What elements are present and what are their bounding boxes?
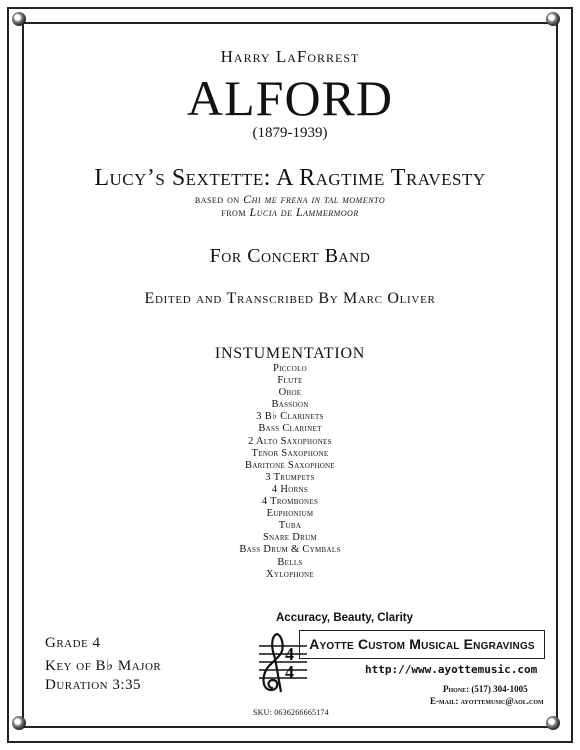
- instrument-item: Bells: [277, 556, 303, 568]
- publisher-url[interactable]: http://www.ayottemusic.com: [365, 663, 538, 676]
- instrument-item: Xylophone: [265, 568, 314, 580]
- composer-first-name: Harry LaForrest: [220, 47, 360, 66]
- grade-level: Grade 4: [45, 635, 101, 651]
- corner-ornament-top-right: [546, 12, 560, 26]
- opera-prefix: from: [221, 205, 250, 219]
- instrument-item: Flute: [277, 375, 303, 387]
- instrument-item: 4 Horns: [271, 483, 309, 495]
- based-on-prefix: based on: [194, 192, 244, 206]
- instrument-item: Tenor Saxophone: [251, 447, 329, 459]
- instrument-item: 3 B♭ Clarinets: [256, 411, 324, 423]
- editor-credit: Edited and Transcribed By Marc Oliver: [144, 290, 436, 307]
- publisher-email: E-mail: ayottemusic@aol.com: [430, 696, 544, 706]
- sku-number: SKU: 0636266665174: [253, 708, 329, 717]
- instrument-item: Snare Drum: [262, 532, 318, 544]
- opera-line: [0, 205, 580, 220]
- svg-text:4: 4: [285, 662, 294, 682]
- instrument-item: 4 Trombones: [261, 496, 319, 508]
- instrumentation-list: [0, 363, 580, 581]
- publisher-tagline: Accuracy, Beauty, Clarity: [276, 612, 413, 624]
- publisher-name: Ayotte Custom Musical Engravings: [309, 636, 535, 652]
- key-signature: Key of B♭ Major: [45, 658, 162, 674]
- duration: Duration 3:35: [45, 677, 142, 693]
- corner-ornament-bottom-right: [546, 716, 560, 730]
- instrument-item: Bass Drum & Cymbals: [239, 544, 341, 556]
- opera-title: Lucia de Lammermoor: [249, 205, 359, 219]
- composer-dates: (1879-1939): [252, 125, 328, 141]
- piece-title: Lucy’s Sextette: A Ragtime Travesty: [94, 165, 486, 191]
- publisher-phone: Phone: (517) 304-1005: [443, 684, 528, 694]
- instrument-item: Bass Clarinet: [258, 423, 322, 435]
- instrumentation-heading: INSTUMENTATION: [214, 345, 366, 362]
- instrument-item: Baritone Saxophone: [245, 459, 335, 471]
- instrument-item: 3 Trumpets: [265, 471, 315, 483]
- aria-title: Chi me frena in tal momento: [243, 192, 386, 206]
- ensemble: For Concert Band: [209, 245, 371, 267]
- instrument-item: Tuba: [278, 520, 302, 532]
- corner-ornament-bottom-left: [12, 716, 26, 730]
- corner-ornament-top-left: [12, 12, 26, 26]
- instrument-item: Piccolo: [273, 363, 307, 374]
- publisher-logo-block: [253, 608, 549, 708]
- composer-last-name: ALFORD: [186, 70, 394, 126]
- svg-text:4: 4: [285, 644, 294, 664]
- instrument-item: 2 Alto Saxophones: [248, 435, 332, 447]
- instrument-item: Oboe: [278, 387, 302, 399]
- instrument-item: Bassoon: [271, 399, 309, 411]
- instrument-item: Euphonium: [266, 508, 314, 520]
